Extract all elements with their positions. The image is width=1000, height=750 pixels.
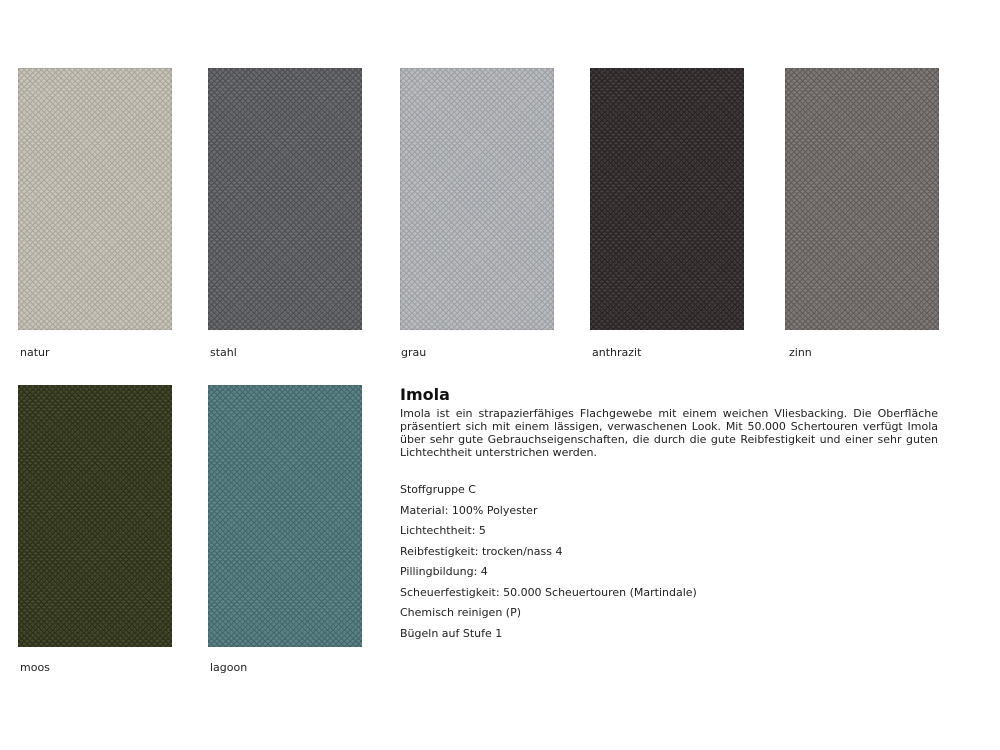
- swatch-zinn: [785, 68, 939, 330]
- swatch-anthrazit: [590, 68, 744, 330]
- spec-item: Bügeln auf Stufe 1: [400, 626, 503, 640]
- spec-list: [400, 483, 938, 647]
- swatch-label-moos: moos: [20, 661, 50, 674]
- spec-item: Lichtechtheit: 5: [400, 524, 486, 537]
- swatch-label-stahl: stahl: [210, 346, 237, 359]
- swatch-lagoon: [208, 385, 362, 647]
- swatch-label-zinn: zinn: [789, 346, 812, 359]
- product-description: Imola ist ein strapazierfähiges Flachgewebe mit einem weichen Vliesbacking. Die Oberfläche präsentiert sich mit einem lässigen, verwaschenen Look. Mit 50.000 Schertouren verfügt Imola über sehr gute Gebrauchseigenschaften, die durch die gute Reibfestigkeit und einer sehr guten Lichtechtheit unterstrichen werden.: [400, 407, 938, 459]
- spec-item: Stoffgruppe C: [400, 483, 476, 496]
- spec-item: Reibfestigkeit: trocken/nass 4: [400, 544, 563, 558]
- spec-item: Scheuerfestigkeit: 50.000 Scheuertouren (Martindale): [400, 585, 697, 599]
- swatch-grau: [400, 68, 554, 330]
- swatch-label-natur: natur: [20, 346, 50, 359]
- product-title: Imola: [400, 385, 450, 404]
- product-info: [400, 385, 938, 647]
- swatch-label-anthrazit: anthrazit: [592, 346, 642, 359]
- spec-item: Chemisch reinigen (P): [400, 606, 522, 619]
- swatch-stahl: [208, 68, 362, 330]
- spec-item: Pillingbildung: 4: [400, 565, 488, 578]
- swatch-label-grau: grau: [401, 346, 427, 359]
- swatch-label-lagoon: lagoon: [210, 661, 248, 674]
- spec-item: Material: 100% Polyester: [400, 503, 538, 517]
- swatch-natur: [18, 68, 172, 330]
- swatch-moos: [18, 385, 172, 647]
